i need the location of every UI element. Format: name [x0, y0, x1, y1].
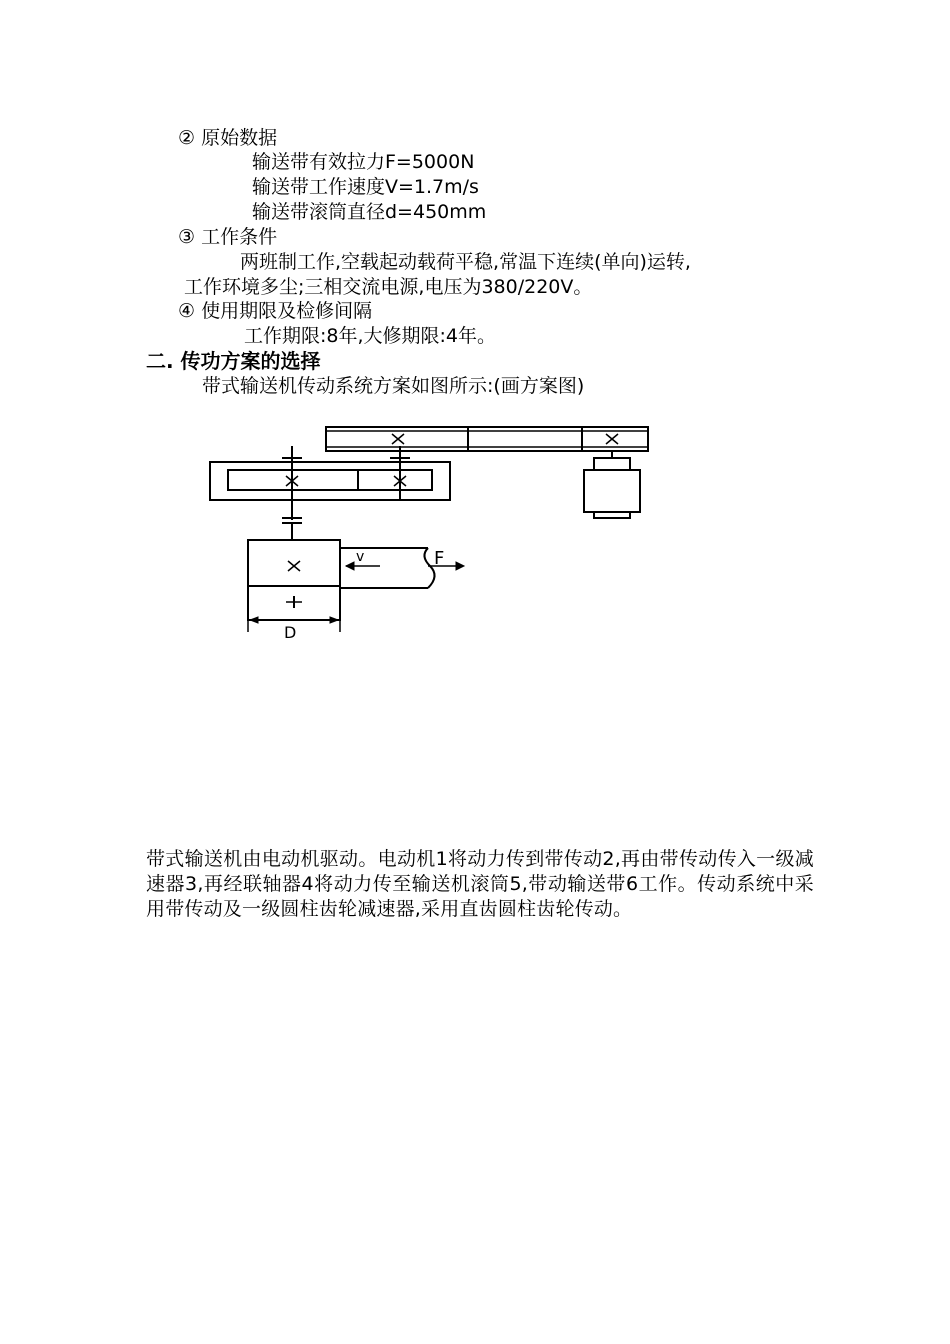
- raw-data-force: 输送带有效拉力F=5000N: [252, 151, 475, 173]
- gear-reducer: [210, 446, 450, 520]
- conditions-line-1: 两班制工作,空载起动载荷平稳,常温下连续(单向)运转,: [240, 251, 691, 273]
- conditions-heading: ③ 工作条件: [178, 226, 278, 248]
- diameter-label: D: [284, 623, 297, 640]
- conditions-line-2: 工作环境多尘;三相交流电源,电压为380/220V。: [184, 276, 593, 298]
- raw-data-heading: ② 原始数据: [178, 127, 278, 149]
- transmission-scheme-diagram: [196, 418, 676, 640]
- raw-data-speed: 输送带工作速度V=1.7m/s: [252, 176, 479, 198]
- belt-drive: [326, 427, 648, 451]
- section-2-title: 二. 传功方案的选择: [146, 349, 321, 373]
- force-label: F: [434, 548, 445, 569]
- conveyor-drum: [248, 540, 340, 620]
- scheme-description: 带式输送机由电动机驱动。电动机1将动力传到带传动2,再由带传动传入一级减速器3,再经联轴器4将动力传至输送机滚筒5,带动输送带6工作。传动系统中采用带传动及一级圆柱齿轮减速器,采用直齿圆柱齿轮传动。: [146, 848, 814, 920]
- section-2-intro: 带式输送机传动系统方案如图所示:(画方案图): [202, 375, 585, 397]
- life-text: 工作期限:8年,大修期限:4年。: [244, 325, 497, 347]
- life-heading: ④ 使用期限及检修间隔: [178, 300, 373, 322]
- coupling: [282, 518, 302, 540]
- raw-data-diameter: 输送带滚筒直径d=450mm: [252, 201, 487, 223]
- velocity-label: v: [356, 549, 365, 565]
- electric-motor: [584, 451, 640, 518]
